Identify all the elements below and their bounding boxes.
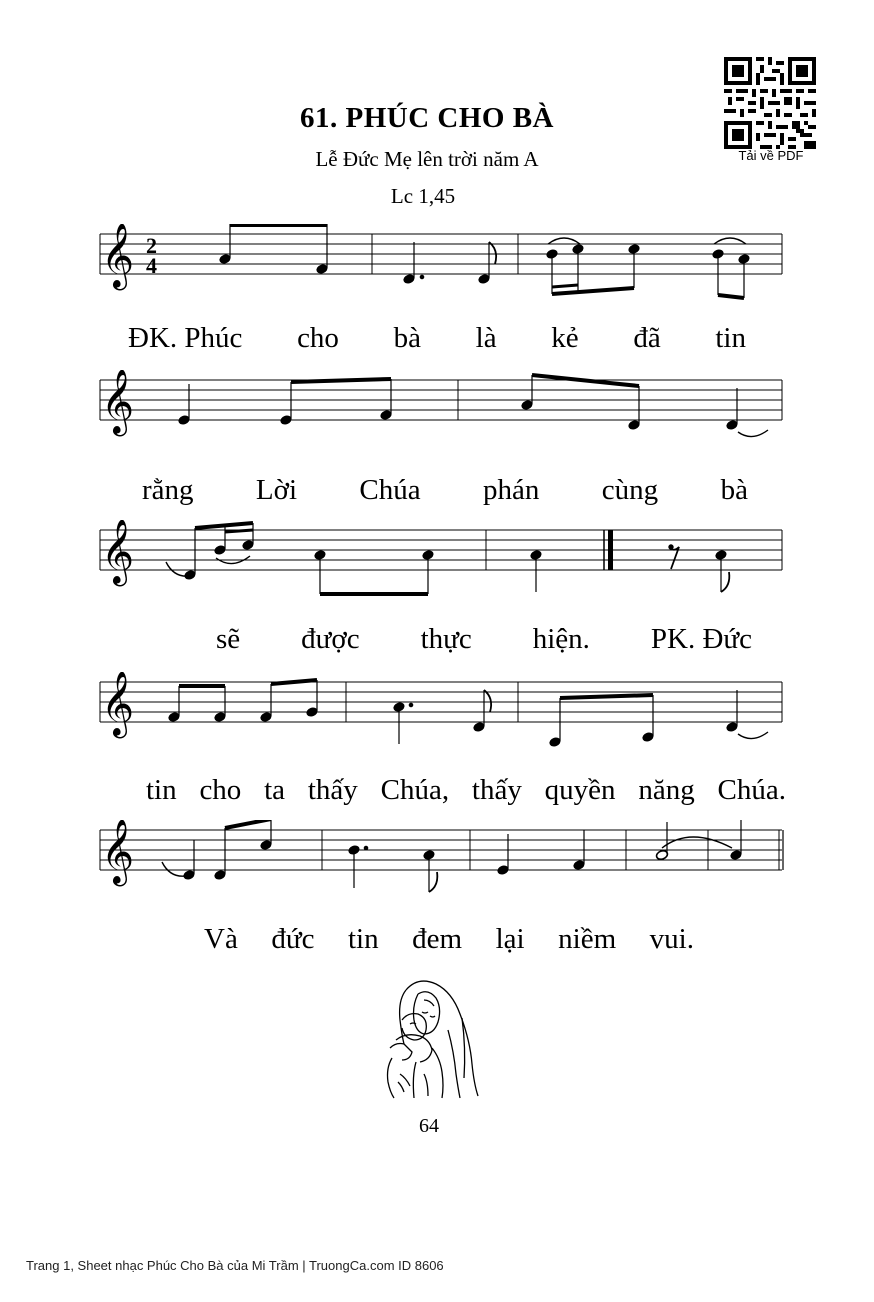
lyric-syllable: quyền [544,774,616,806]
lyric-syllable: tin [715,322,746,354]
lyrics-line-4 [146,774,786,814]
lyric-syllable: Và [204,923,238,955]
lyric-syllable: kẻ [551,322,579,354]
music-staff-1 [96,224,786,304]
lyric-syllable: năng [638,774,695,806]
lyric-syllable: tin [347,923,379,955]
lyric-syllable: PK. Đức [650,623,752,655]
lyric-syllable: vui. [649,923,694,955]
lyric-syllable: cho [297,322,339,354]
music-staff-4 [96,672,786,752]
note [242,540,254,551]
note [726,722,738,733]
note [178,415,190,426]
time-signature-bottom: 4 [146,253,157,278]
song-subtitle: Lễ Đức Mẹ lên trời năm A [315,147,539,171]
lyric-syllable: thấy [471,774,522,806]
lyric-syllable: cùng [601,474,659,506]
treble-clef-icon: 𝄞 [101,224,135,288]
footer-source-text: Trang 1, Sheet nhạc Phúc Cho Bà của Mi Trầm | TruongCa.com ID 8606 [26,1258,444,1273]
treble-clef-icon: 𝄞 [101,820,135,884]
lyrics-line-3 [100,623,780,663]
note [214,545,226,556]
note [168,712,180,723]
song-title: 61. PHÚC CHO BÀ [300,102,554,134]
music-staff-5 [96,820,786,900]
music-staff-3 [96,520,786,600]
lyric-syllable: thấy [307,774,358,806]
note [726,420,738,431]
lyric-syllable: niềm [558,923,617,955]
lyric-syllable: Chúa, [380,774,450,806]
page-number: 64 [419,1115,439,1137]
note [473,722,485,733]
lyric-syllable: được [301,623,360,655]
lyrics-line-1 [100,322,780,362]
lyric-syllable: sẽ [216,623,241,655]
time-signature-top: 2 [146,233,157,258]
note [260,712,272,723]
note [280,415,292,426]
lyrics-line-5 [204,923,694,963]
lyric-syllable: Chúa. [717,774,786,806]
note [306,707,318,718]
note [497,865,509,876]
scripture-reference: Lc 1,45 [390,184,456,208]
lyric-syllable: ta [264,774,286,806]
note [214,712,226,723]
lyric-syllable: hiện. [532,623,590,655]
lyric-syllable: bà [720,474,748,506]
lyric-syllable: Chúa [359,474,421,506]
lyric-syllable: tin [146,774,177,806]
note [549,737,561,748]
note [214,870,226,881]
note [478,274,490,285]
lyric-syllable: thực [420,623,472,655]
lyric-syllable: cho [199,774,242,806]
lyric-syllable: ĐK. Phúc [128,322,243,354]
lyric-syllable: phán [483,474,540,506]
note [642,732,654,743]
note [316,264,328,275]
lyric-syllable: Lời [255,474,298,506]
madonna-child-illustration [372,978,488,1100]
note [573,860,585,871]
download-pdf-link[interactable]: Tải về PDF [738,148,804,163]
note [628,420,640,431]
lyric-syllable: đã [633,322,661,354]
note [260,840,272,851]
lyrics-line-2 [100,474,780,514]
lyric-syllable: đức [271,923,315,955]
music-staff-2 [96,370,786,450]
note [184,570,196,581]
treble-clef-icon: 𝄞 [101,672,135,736]
lyric-syllable: lại [495,923,525,955]
lyric-syllable: bà [393,322,421,354]
note [521,400,533,411]
note [730,850,742,861]
lyric-syllable: rằng [142,474,194,506]
note [403,274,415,285]
treble-clef-icon: 𝄞 [101,370,135,434]
lyric-syllable: là [475,322,497,354]
note [380,410,392,421]
lyric-syllable: đem [412,923,463,955]
note [219,254,231,265]
note [183,870,195,881]
treble-clef-icon: 𝄞 [101,520,135,584]
qr-code-icon[interactable] [724,57,816,149]
